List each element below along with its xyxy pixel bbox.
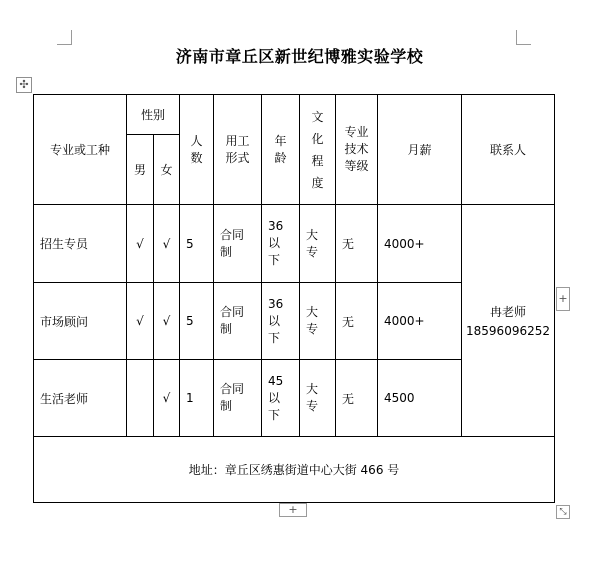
row-count: 5 bbox=[180, 283, 214, 360]
row-female-check: √ bbox=[154, 205, 180, 283]
header-contact: 联系人 bbox=[462, 95, 555, 205]
header-salary: 月薪 bbox=[378, 95, 462, 205]
row-count: 5 bbox=[180, 205, 214, 283]
add-column-button[interactable]: + bbox=[556, 287, 570, 311]
row-skill-level: 无 bbox=[336, 283, 378, 360]
header-count: 人数 bbox=[180, 95, 214, 205]
header-female: 女 bbox=[154, 135, 180, 205]
row-employment: 合同制 bbox=[214, 205, 262, 283]
row-count: 1 bbox=[180, 360, 214, 437]
address-cell: 地址：章丘区绣惠街道中心大街 466 号 bbox=[34, 437, 555, 503]
recruitment-table bbox=[33, 94, 555, 503]
contact-phone: 18596096252 bbox=[466, 324, 550, 338]
header-education: 文化程度 bbox=[300, 95, 336, 205]
row-salary: 4000+ bbox=[378, 205, 462, 283]
row-male-check: √ bbox=[127, 283, 154, 360]
document-title: 济南市章丘区新世纪博雅实验学校 bbox=[175, 47, 424, 66]
row-skill-level: 无 bbox=[336, 360, 378, 437]
header-job: 专业或工种 bbox=[34, 95, 127, 205]
row-skill-level: 无 bbox=[336, 205, 378, 283]
contact-name: 冉老师 bbox=[490, 305, 527, 319]
row-education: 大专 bbox=[300, 283, 336, 360]
row-salary: 4500 bbox=[378, 360, 462, 437]
header-male: 男 bbox=[127, 135, 154, 205]
row-age: 36以下 bbox=[262, 283, 300, 360]
row-employment: 合同制 bbox=[214, 283, 262, 360]
row-male-check: √ bbox=[127, 205, 154, 283]
add-row-button[interactable]: + bbox=[279, 503, 307, 517]
row-education: 大专 bbox=[300, 205, 336, 283]
header-employment: 用工形式 bbox=[214, 95, 262, 205]
table-move-handle-icon[interactable]: ✣ bbox=[16, 77, 32, 93]
page-corner-mark-top-right bbox=[516, 30, 531, 45]
row-male-check bbox=[127, 360, 154, 437]
table-row bbox=[34, 205, 555, 283]
row-female-check: √ bbox=[154, 283, 180, 360]
contact-cell bbox=[462, 205, 555, 437]
row-age: 36以下 bbox=[262, 205, 300, 283]
row-age: 45以下 bbox=[262, 360, 300, 437]
row-job: 招生专员 bbox=[34, 205, 127, 283]
row-job: 生活老师 bbox=[34, 360, 127, 437]
row-employment: 合同制 bbox=[214, 360, 262, 437]
table-resize-handle-icon[interactable]: ⤡ bbox=[556, 505, 570, 519]
header-age: 年龄 bbox=[262, 95, 300, 205]
row-job: 市场顾问 bbox=[34, 283, 127, 360]
page-corner-mark-top-left bbox=[57, 30, 72, 45]
row-education: 大专 bbox=[300, 360, 336, 437]
row-salary: 4000+ bbox=[378, 283, 462, 360]
header-gender: 性别 bbox=[127, 95, 180, 135]
header-skill-level: 专业技术等级 bbox=[336, 95, 378, 205]
row-female-check: √ bbox=[154, 360, 180, 437]
